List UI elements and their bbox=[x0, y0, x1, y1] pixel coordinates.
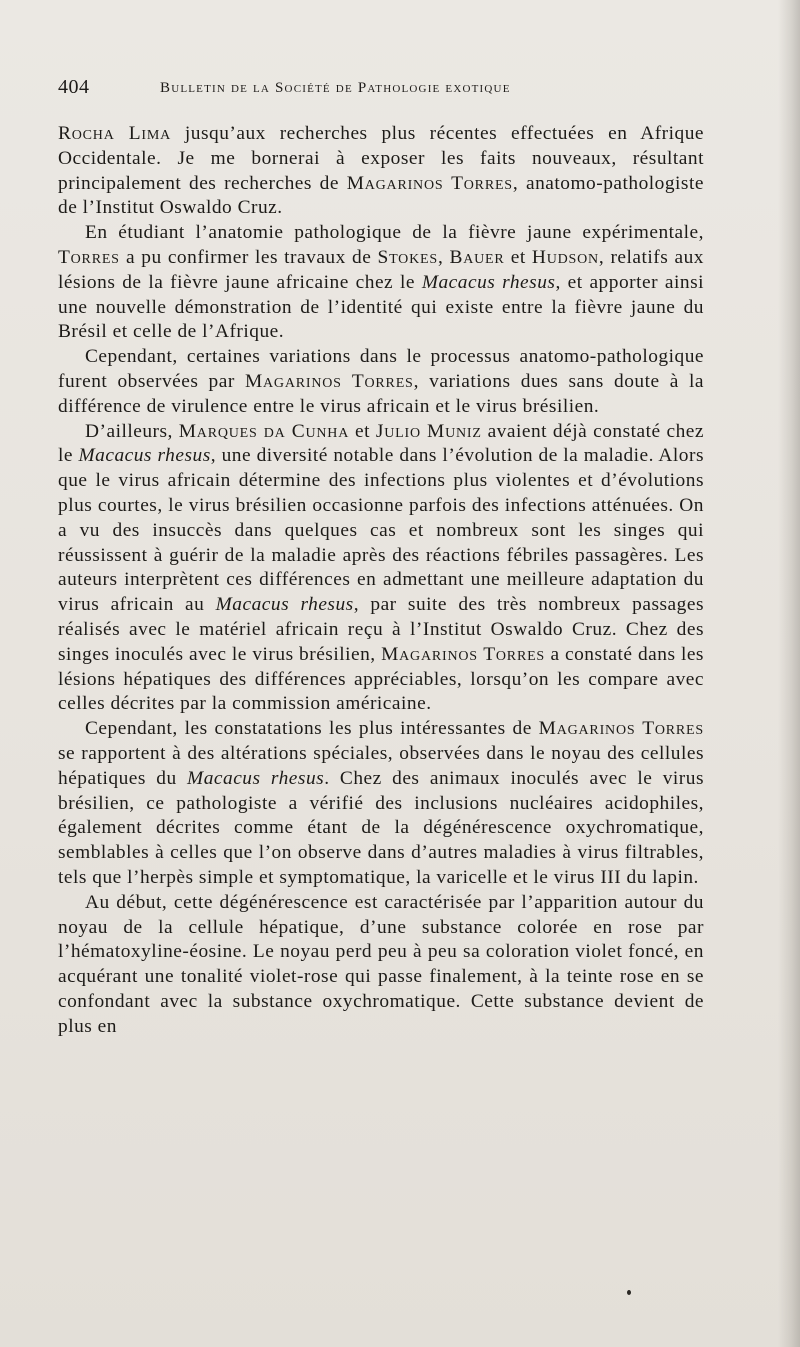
text-run: Cependant, les constatations les plus intéressantes de bbox=[85, 718, 539, 740]
page-edge-shadow bbox=[778, 0, 800, 1347]
text-run: , anatomo-pathologiste de l’Institut Oswaldo Cruz. bbox=[58, 172, 704, 219]
paragraph-6 bbox=[58, 891, 704, 1040]
author-name: Julio Muniz bbox=[375, 420, 482, 442]
species-name: Macacus rhesus bbox=[78, 445, 211, 467]
paragraph-3 bbox=[58, 345, 704, 419]
running-title: Bulletin de la Société de Pathologie exotique bbox=[160, 80, 511, 96]
text-run: D’ailleurs, bbox=[85, 420, 179, 442]
text-run: En étudiant l’anatomie pathologique de la fièvre jaune expérimentale, bbox=[85, 222, 704, 244]
author-name: Magarinos Torres bbox=[538, 718, 704, 740]
body-text bbox=[58, 122, 704, 1039]
text-run: , relatifs aux lésions de la fièvre jaune africaine chez le bbox=[58, 246, 704, 293]
text-run: , une diversité notable dans l’évolution de la maladie. Alors que le virus africain détermine des infections plus violentes et d’évolutions plus courtes, le virus brésilien occasionne parfois des infections atténuées. On a vu des insuccès dans quelques cas et nombreux sont les singes qui réussissent à guérir de la maladie après des réactions fébriles passagères. Les auteurs interprètent ces différences en admettant une meilleure adaptation du virus africain au bbox=[58, 445, 705, 616]
text-run: et bbox=[504, 246, 532, 268]
paragraph-5 bbox=[58, 717, 704, 891]
text-run: a constaté dans les lésions hépatiques des différences appréciables, lorsqu’on les compare avec celles décrites par la commission américaine. bbox=[58, 643, 704, 715]
text-run: , variations dues sans doute à la différence de virulence entre le virus africain et le virus brésilien. bbox=[58, 370, 704, 417]
text-run: et bbox=[349, 420, 376, 442]
text-run: se rapportent à des altérations spéciales, observées dans le noyau des cellules hépatiques du bbox=[58, 742, 704, 789]
author-name: Magarinos Torres bbox=[381, 643, 546, 665]
author-name: Bauer bbox=[449, 246, 505, 268]
text-run: avaient déjà constaté chez le bbox=[58, 420, 704, 467]
paragraph-2 bbox=[58, 221, 704, 345]
author-name: Torres bbox=[58, 246, 120, 268]
paragraph-1 bbox=[58, 122, 704, 221]
text-run: jusqu’aux recherches plus récentes effectuées en Afrique Occidentale. Je me bornerai à exposer les faits nouveaux, résultant principalement des recherches de bbox=[58, 123, 704, 194]
species-name: Macacus rhesus bbox=[215, 594, 354, 616]
author-name: Magarinos Torres bbox=[346, 172, 513, 194]
author-name: Rocha Lima bbox=[58, 123, 172, 144]
author-name: Magarinos Torres bbox=[244, 370, 414, 392]
paragraph-4 bbox=[58, 420, 704, 718]
text-run: , bbox=[437, 246, 450, 268]
text-run: Au début, cette dégénérescence est caractérisée par l’apparition autour du noyau de la cellule hépatique, d’une substance colorée en rose par l’hématoxyline-éosine. Le noyau perd peu à peu sa coloration violet foncé, en acquérant une tonalité violet-rose qui passe finalement, à la teinte rose en se confondant avec la substance oxychromatique. Cette substance devient de plus en bbox=[58, 891, 704, 1037]
text-run: , et apporter ainsi une nouvelle démonstration de l’identité qui existe entre la fièvre jaune du Brésil et celle de l’Afrique. bbox=[58, 271, 705, 343]
author-name: Marques da Cunha bbox=[178, 420, 350, 442]
text-run: a pu confirmer les travaux de bbox=[119, 246, 378, 268]
ink-speck bbox=[627, 1290, 631, 1295]
author-name: Hudson bbox=[531, 246, 599, 268]
text-run: . Chez des animaux inoculés avec le virus brésilien, ce pathologiste a vérifié des inclusions nucléaires acidophiles, également décrites comme étant de la dégénérescence oxychromatique, semblables à celles que l’on observe dans d’autres maladies à virus filtrables, tels que l’herpès simple et symptomatique, la varicelle et le virus III du lapin. bbox=[58, 767, 704, 888]
text-run: , par suite des très nombreux passages réalisés avec le matériel africain reçu à l’Institut Oswaldo Cruz. Chez des singes inoculés avec le virus brésilien, bbox=[58, 594, 704, 665]
species-name: Macacus rhesus bbox=[187, 767, 325, 789]
author-name: Stokes bbox=[377, 246, 438, 268]
page-number: 404 bbox=[58, 76, 90, 98]
species-name: Macacus rhesus bbox=[421, 271, 556, 293]
page-header bbox=[58, 76, 708, 104]
text-run: Cependant, certaines variations dans le processus anatomo-pathologique furent observées par bbox=[58, 346, 704, 392]
